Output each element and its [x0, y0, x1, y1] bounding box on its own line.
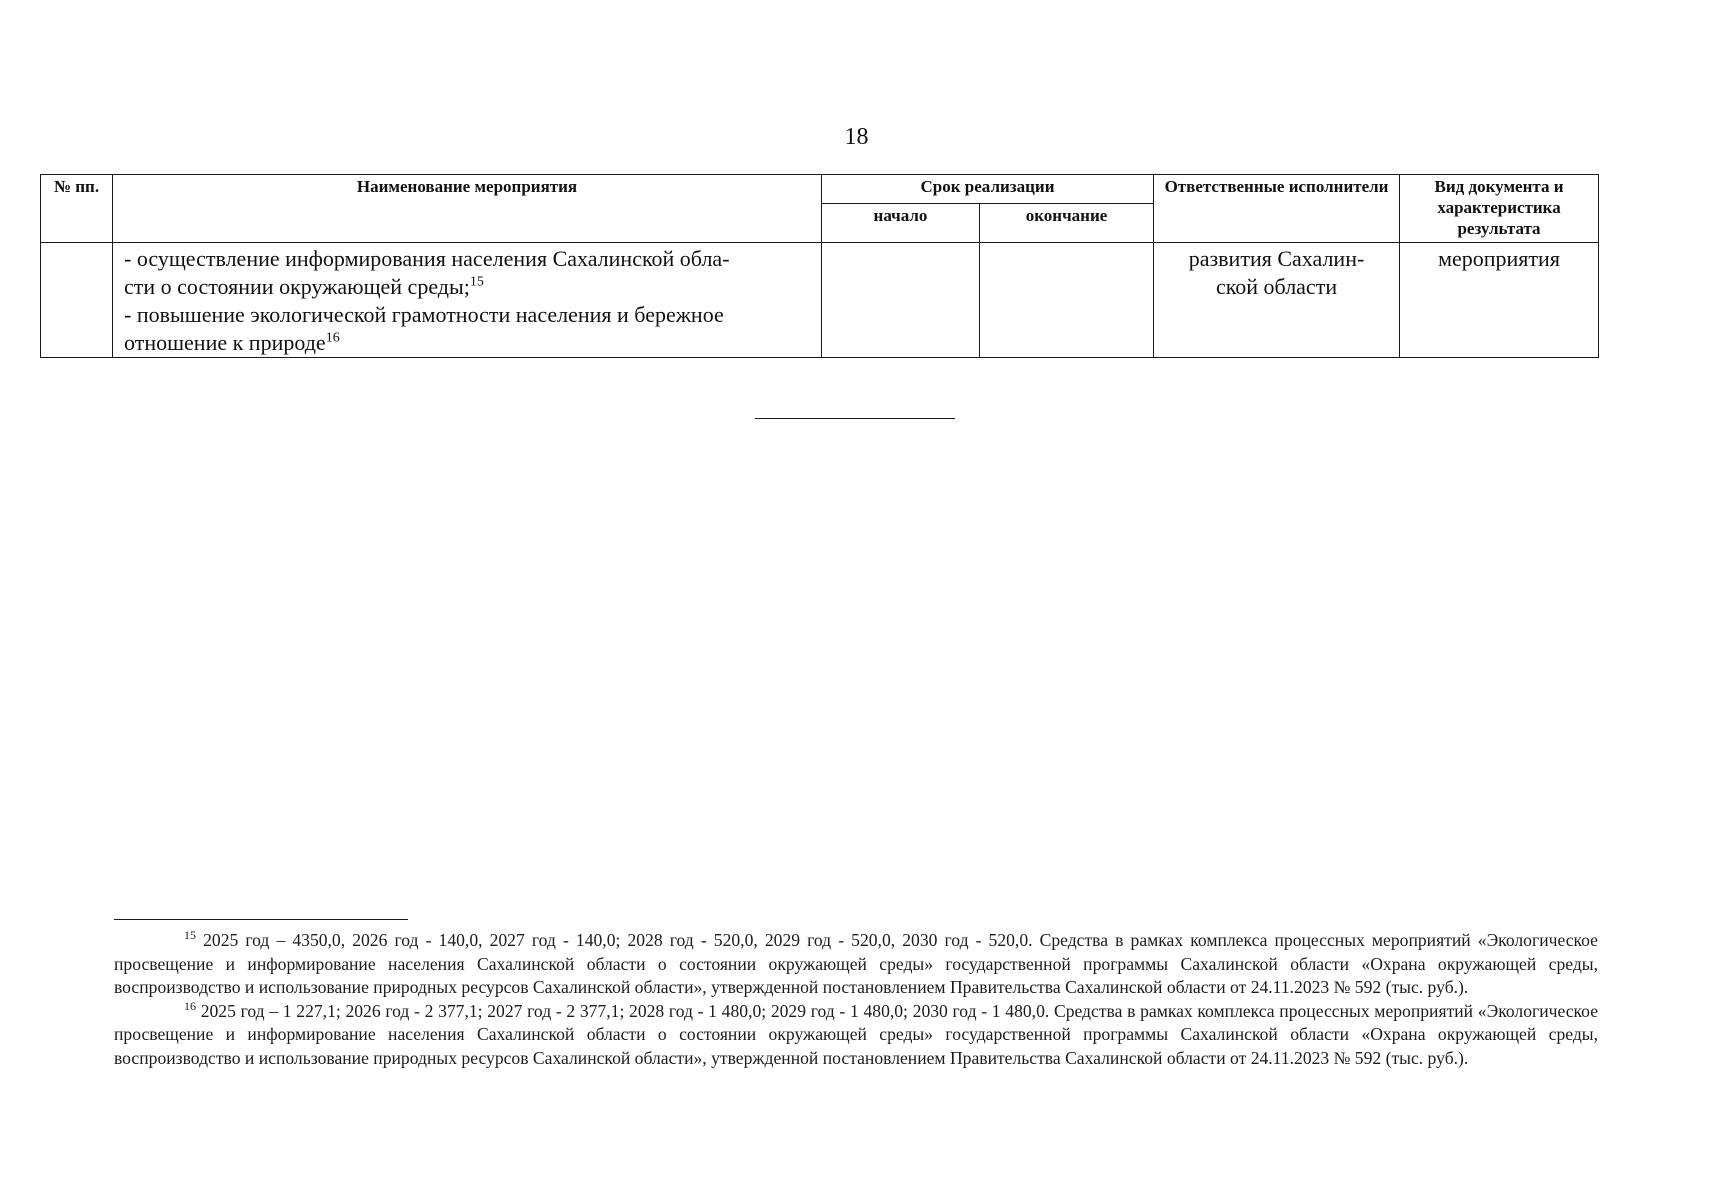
responsible-line: ской области	[1215, 274, 1338, 299]
activity-line: - осуществление информирования населения Сахалинской обла-	[124, 246, 730, 271]
header-end: окончание	[980, 204, 1154, 243]
footnote-number: 15	[184, 928, 196, 943]
cell-end	[980, 243, 1154, 358]
cell-activity	[113, 243, 822, 358]
header-start: начало	[822, 204, 980, 243]
table-row	[41, 243, 1599, 358]
header-document-type: Вид документа и характеристика результата	[1400, 175, 1599, 243]
section-separator	[755, 418, 955, 419]
activity-line: - повышение экологической грамотности населения и бережное	[124, 302, 724, 327]
footnote-15	[114, 929, 1598, 1000]
footnote-16	[114, 1000, 1598, 1071]
footnotes	[114, 929, 1598, 1070]
footnote-ref-15: 15	[469, 274, 484, 290]
cell-start	[822, 243, 980, 358]
footnote-ref-16: 16	[325, 330, 340, 346]
header-activity-name: Наименование мероприятия	[113, 175, 822, 243]
page-number: 18	[844, 124, 869, 150]
cell-document-type: мероприятия	[1400, 243, 1599, 358]
header-number: № пп.	[41, 175, 113, 243]
activity-line: отношение к природе$^{16}$	[124, 330, 340, 355]
header-implementation-period: Срок реализации	[822, 175, 1154, 204]
header-responsible: Ответственные исполнители	[1154, 175, 1400, 243]
footnote-number: 16	[184, 998, 196, 1013]
activities-table	[40, 174, 1599, 358]
activity-line: сти о состоянии окружающей среды;$^{15}$	[124, 274, 484, 299]
responsible-line: развития Сахалин-	[1188, 246, 1365, 271]
footnote-text: 2025 год – 4350,0, 2026 год - 140,0, 2027 год - 140,0; 2028 год - 520,0, 2029 год - 520,0, 2030 год - 520,0. Средства в рамках комплекса процессных мероприятий «Экологическое просвещение и информирование населения Сахалинской области о состоянии окружающей среды» государственной программы Сахалинской области «Охрана окружающей среды, воспроизводство и использование природных ресурсов Сахалинской области», утвержденной постановлением Правительства Сахалинской области от 24.11.2023 № 592 (тыс. руб.).	[114, 930, 1598, 997]
cell-responsible	[1154, 243, 1400, 358]
cell-number	[41, 243, 113, 358]
footnote-rule	[114, 919, 408, 920]
footnote-text: 2025 год – 1 227,1; 2026 год - 2 377,1; 2027 год - 2 377,1; 2028 год - 1 480,0; 2029 год - 1 480,0; 2030 год - 1 480,0. Средства в рамках комплекса процессных мероприятий «Экологическое просвещение и информирование населения Сахалинской области о состоянии окружающей среды» государственной программы Сахалинской области «Охрана окружающей среды, воспроизводство и использование природных ресурсов Сахалинской области», утвержденной постановлением Правительства Сахалинской области от 24.11.2023 № 592 (тыс. руб.).	[114, 1000, 1598, 1068]
